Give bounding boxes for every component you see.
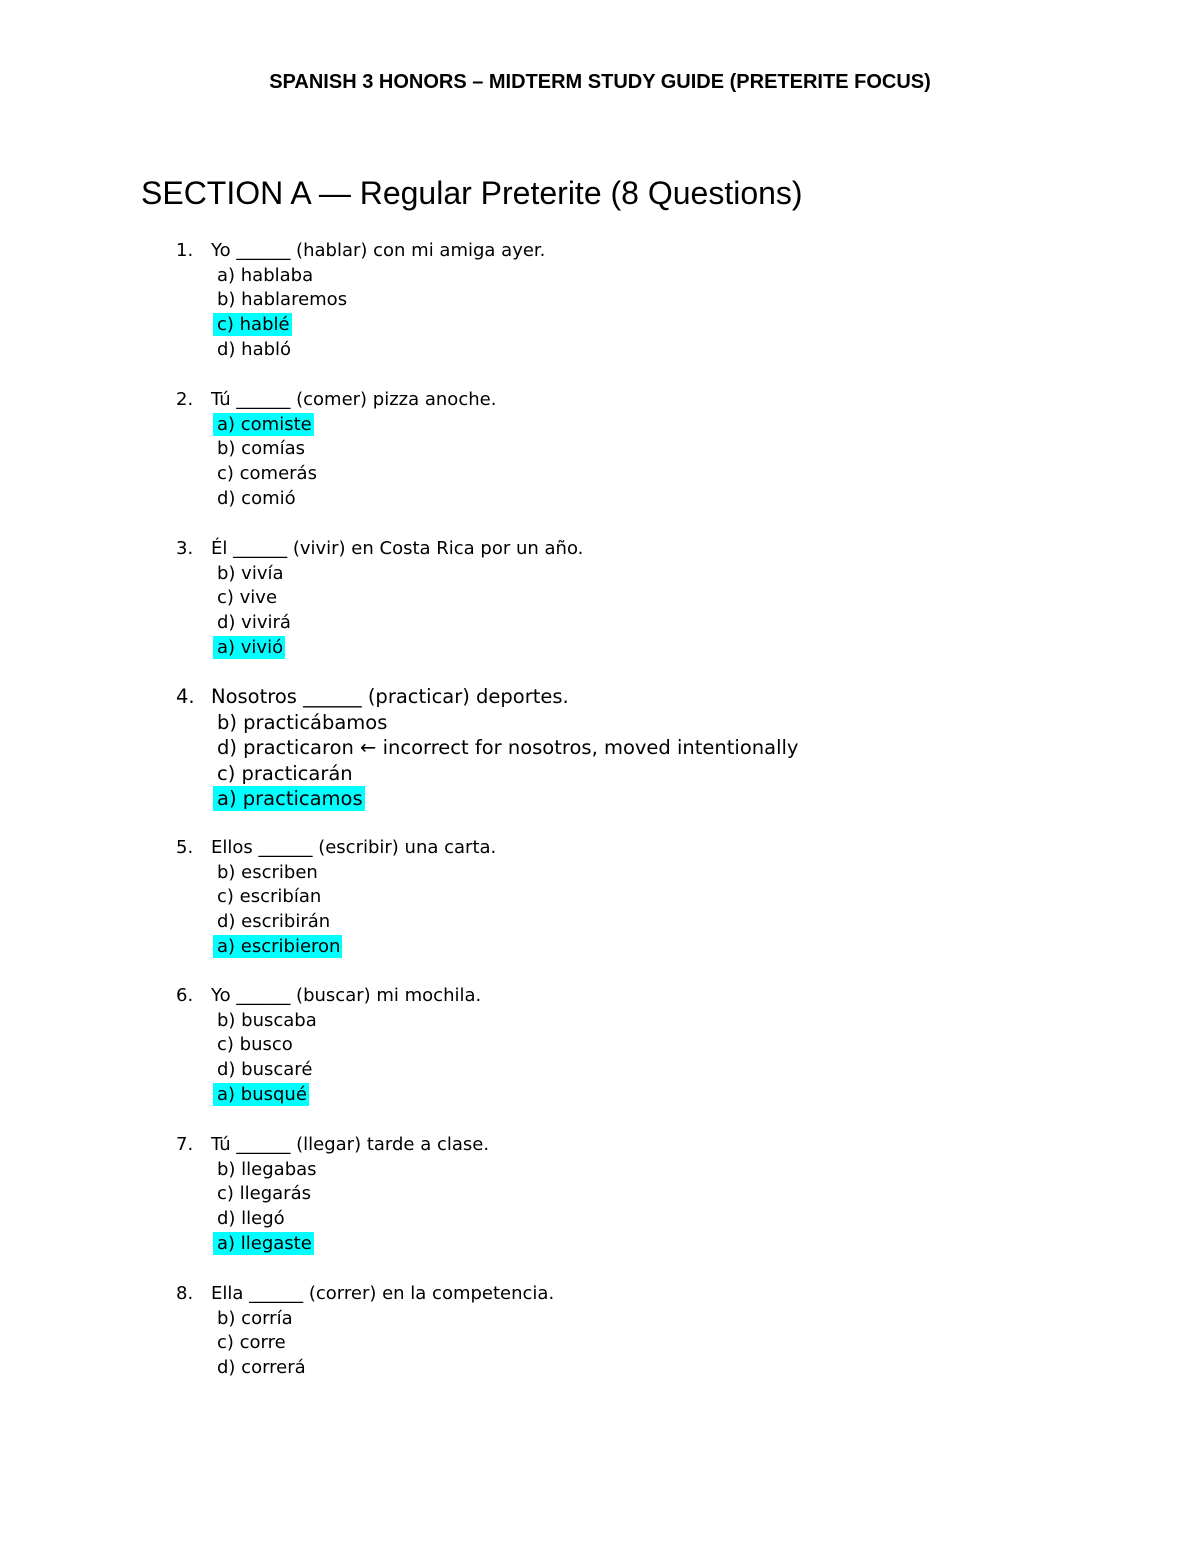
option-text: b) buscaba xyxy=(217,1009,317,1031)
question-stem xyxy=(176,836,496,861)
question-7 xyxy=(176,1133,489,1256)
correct-answer-option xyxy=(217,636,583,661)
correct-answer-option xyxy=(217,1083,481,1108)
answer-option xyxy=(217,710,800,736)
question-number: 1. xyxy=(176,240,194,261)
question-stem xyxy=(176,1133,489,1158)
correct-answer-option xyxy=(217,786,800,812)
option-text: c) hablé xyxy=(213,313,292,336)
option-text: b) corría xyxy=(217,1307,293,1329)
answer-option xyxy=(217,338,545,363)
option-text: a) busqué xyxy=(213,1083,309,1106)
answer-option xyxy=(217,1331,554,1356)
option-text: c) comerás xyxy=(217,463,317,485)
option-text: b) vivía xyxy=(217,562,284,584)
answer-options xyxy=(176,1009,481,1108)
question-number: 8. xyxy=(176,1283,194,1304)
option-text: d) escribirán xyxy=(217,911,331,933)
question-text: Yo ______ (buscar) mi mochila. xyxy=(211,985,482,1006)
answer-option xyxy=(217,861,496,886)
question-2 xyxy=(176,388,496,511)
question-text: Yo ______ (hablar) con mi amiga ayer. xyxy=(211,240,546,261)
question-stem xyxy=(176,984,481,1009)
question-1 xyxy=(176,239,545,362)
answer-option xyxy=(217,1009,481,1034)
question-number: 2. xyxy=(176,389,194,410)
document-title: SPANISH 3 HONORS – MIDTERM STUDY GUIDE (PRETERITE FOCUS) xyxy=(269,71,931,93)
question-stem xyxy=(176,388,496,413)
option-text: d) comió xyxy=(217,487,296,509)
question-stem xyxy=(176,537,583,562)
option-text: a) comiste xyxy=(213,413,314,436)
answer-option xyxy=(217,1307,554,1332)
question-6 xyxy=(176,984,481,1107)
option-text: a) practicamos xyxy=(213,786,365,811)
option-text: b) llegabas xyxy=(217,1158,317,1180)
option-text: c) escribían xyxy=(217,886,322,908)
question-text: Tú ______ (comer) pizza anoche. xyxy=(211,389,497,410)
answer-option xyxy=(217,288,545,313)
option-text: d) vivirá xyxy=(217,612,291,634)
answer-options xyxy=(176,1158,489,1257)
question-text: Ella ______ (correr) en la competencia. xyxy=(211,1283,555,1304)
answer-option xyxy=(217,1356,554,1381)
answer-option xyxy=(217,462,496,487)
section-title: SECTION A — Regular Preterite (8 Questions) xyxy=(141,175,803,211)
question-stem xyxy=(176,684,800,710)
answer-option xyxy=(217,1158,489,1183)
option-text: c) busco xyxy=(217,1034,293,1056)
question-5 xyxy=(176,836,496,959)
correct-answer-option xyxy=(217,313,545,338)
question-number: 7. xyxy=(176,1134,194,1155)
option-text: d) habló xyxy=(217,338,292,360)
question-number: 4. xyxy=(176,685,195,708)
question-text: Él ______ (vivir) en Costa Rica por un año. xyxy=(211,538,584,559)
option-text: d) correrá xyxy=(217,1357,306,1379)
answer-option xyxy=(217,437,496,462)
answer-option xyxy=(217,1182,489,1207)
option-text: a) vivió xyxy=(213,636,285,659)
answer-options xyxy=(176,1307,554,1381)
question-text: Tú ______ (llegar) tarde a clase. xyxy=(211,1134,490,1155)
option-text: d) practicaron ← incorrect for nosotros, moved intentionally xyxy=(217,736,799,759)
question-stem xyxy=(176,239,545,264)
question-4 xyxy=(176,684,800,812)
correct-answer-option xyxy=(217,935,496,960)
answer-option xyxy=(217,735,800,761)
option-text: c) practicarán xyxy=(217,761,353,785)
option-text: b) practicábamos xyxy=(217,710,388,734)
answer-options xyxy=(176,264,545,363)
answer-option xyxy=(217,562,583,587)
answer-options xyxy=(176,861,496,960)
answer-options xyxy=(176,710,800,812)
option-text: b) hablaremos xyxy=(217,289,348,311)
option-text: b) comías xyxy=(217,438,306,460)
option-text: d) buscaré xyxy=(217,1059,313,1081)
answer-options xyxy=(176,413,496,512)
option-text: c) vive xyxy=(217,587,278,609)
option-text: d) llegó xyxy=(217,1208,285,1230)
option-text: b) escriben xyxy=(217,861,318,883)
correct-answer-option xyxy=(217,1232,489,1257)
answer-option xyxy=(217,910,496,935)
correct-answer-option xyxy=(217,413,496,438)
question-number: 5. xyxy=(176,837,194,858)
option-text: a) escribieron xyxy=(213,935,342,958)
question-text: Nosotros ______ (practicar) deportes. xyxy=(211,685,569,708)
question-number: 6. xyxy=(176,985,194,1006)
answer-options xyxy=(176,562,583,661)
answer-option xyxy=(217,586,583,611)
option-text: a) llegaste xyxy=(213,1232,314,1255)
option-text: a) hablaba xyxy=(217,264,314,286)
answer-option xyxy=(217,611,583,636)
answer-option xyxy=(217,1033,481,1058)
answer-option xyxy=(217,761,800,787)
question-stem xyxy=(176,1282,554,1307)
answer-option xyxy=(217,487,496,512)
option-text: c) llegarás xyxy=(217,1183,311,1205)
answer-option xyxy=(217,264,545,289)
answer-option xyxy=(217,1058,481,1083)
question-number: 3. xyxy=(176,538,194,559)
answer-option xyxy=(217,885,496,910)
question-3 xyxy=(176,537,583,660)
answer-option xyxy=(217,1207,489,1232)
option-text: c) corre xyxy=(217,1332,286,1354)
question-8 xyxy=(176,1282,554,1381)
question-text: Ellos ______ (escribir) una carta. xyxy=(211,837,497,858)
